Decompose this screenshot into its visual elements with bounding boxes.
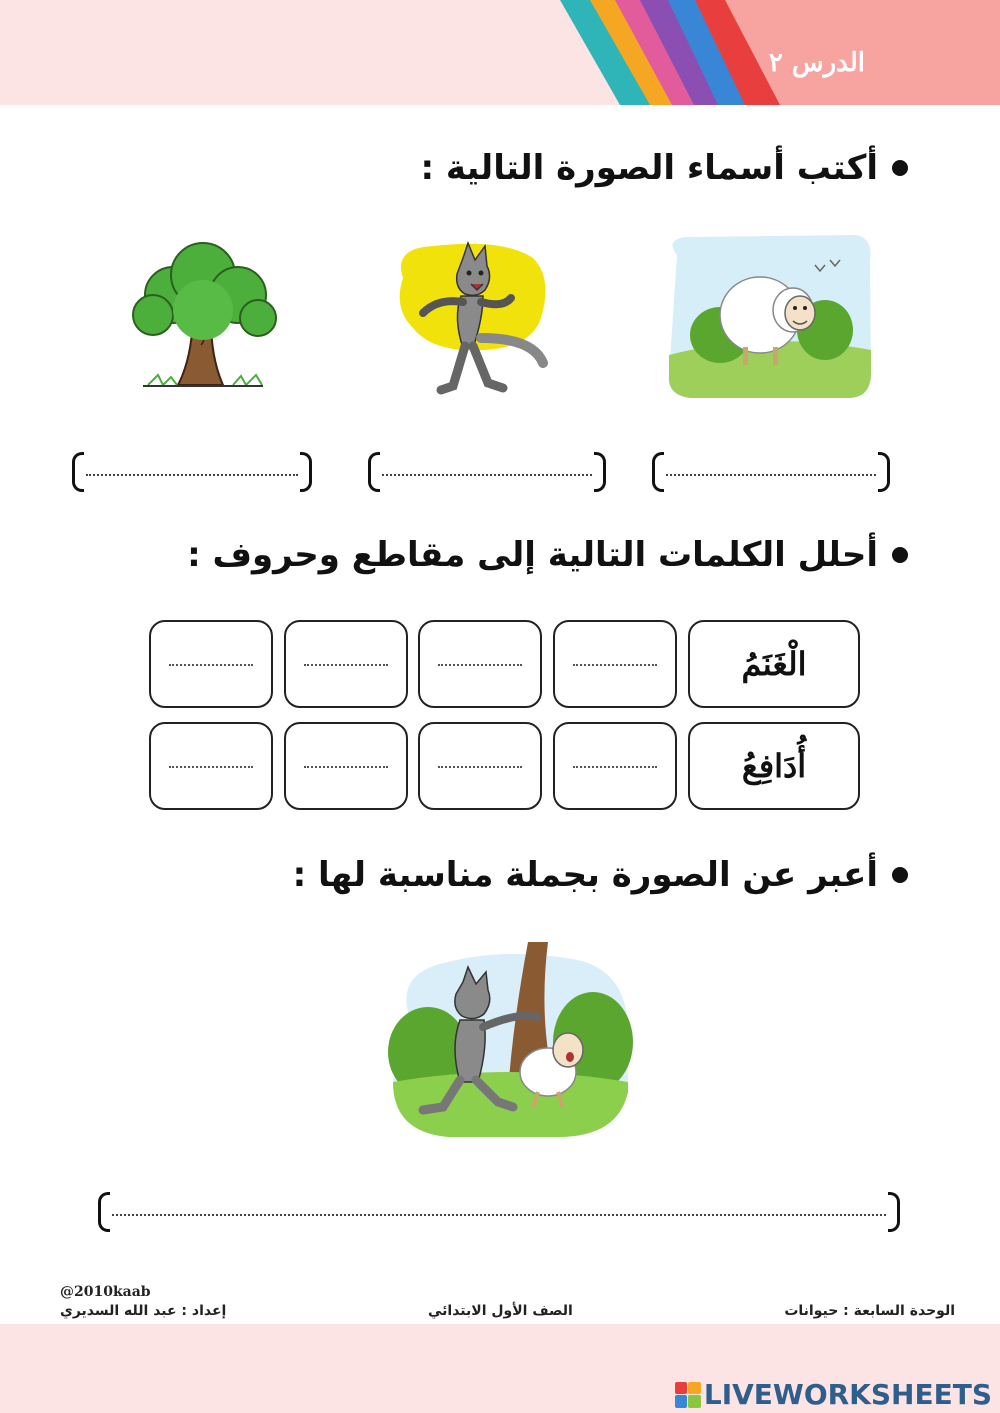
section2-title bbox=[187, 535, 908, 575]
syllable-input[interactable] bbox=[294, 640, 398, 680]
answer-line-sheep[interactable] bbox=[652, 452, 890, 492]
answer-line-tree[interactable] bbox=[72, 452, 312, 492]
syllable-cell[interactable] bbox=[418, 722, 542, 810]
syllable-cell[interactable] bbox=[284, 620, 408, 708]
answer-line-wolf[interactable] bbox=[368, 452, 606, 492]
bullet-icon bbox=[892, 547, 908, 563]
syllable-cell[interactable] bbox=[284, 722, 408, 810]
answer-input-wolf[interactable] bbox=[386, 456, 588, 482]
wolf-picture bbox=[393, 238, 553, 400]
syllable-input[interactable] bbox=[428, 742, 532, 782]
footer-handle: @2010kaab bbox=[60, 1284, 151, 1300]
answer-input-tree[interactable] bbox=[90, 456, 294, 482]
bullet-icon bbox=[892, 160, 908, 176]
header-band bbox=[0, 0, 1000, 105]
word-cell-1: الْغَنَمُ bbox=[688, 620, 860, 708]
bullet-icon bbox=[892, 867, 908, 883]
syllable-input[interactable] bbox=[159, 640, 263, 680]
footer-grade: الصف الأول الابتدائي bbox=[428, 1303, 573, 1319]
word-cell-2: أُدَافِعُ bbox=[688, 722, 860, 810]
liveworksheets-logo-text: LIVEWORKSHEETS bbox=[703, 1378, 992, 1411]
wolf-and-sheep-picture bbox=[388, 942, 633, 1142]
section2-title-text: أحلل الكلمات التالية إلى مقاطع وحروف : bbox=[187, 535, 878, 575]
syllable-input[interactable] bbox=[563, 640, 667, 680]
sentence-answer-line[interactable] bbox=[98, 1192, 900, 1232]
lesson-label: الدرس ٢ bbox=[768, 48, 865, 78]
footer-author: إعداد : عبد الله السديري bbox=[60, 1303, 227, 1319]
answer-input-sheep[interactable] bbox=[670, 456, 872, 482]
liveworksheets-logo-icon bbox=[675, 1382, 701, 1408]
syllable-cell[interactable] bbox=[553, 620, 677, 708]
sheep-picture bbox=[665, 235, 873, 400]
section3-title-text: أعبر عن الصورة بجملة مناسبة لها : bbox=[292, 855, 878, 895]
section1-title-text: أكتب أسماء الصورة التالية : bbox=[420, 148, 878, 188]
tree-picture bbox=[123, 240, 281, 392]
footer-unit: الوحدة السابعة : حيوانات bbox=[784, 1303, 955, 1319]
syllable-input[interactable] bbox=[294, 742, 398, 782]
sentence-answer-input[interactable] bbox=[116, 1196, 882, 1222]
section1-title bbox=[421, 148, 909, 188]
syllable-input[interactable] bbox=[428, 640, 532, 680]
syllable-cell[interactable] bbox=[553, 722, 677, 810]
section3-title bbox=[293, 855, 908, 895]
syllable-input[interactable] bbox=[159, 742, 263, 782]
syllable-cell[interactable] bbox=[149, 620, 273, 708]
liveworksheets-logo[interactable] bbox=[675, 1378, 992, 1411]
syllable-cell[interactable] bbox=[149, 722, 273, 810]
syllable-input[interactable] bbox=[563, 742, 667, 782]
syllable-cell[interactable] bbox=[418, 620, 542, 708]
